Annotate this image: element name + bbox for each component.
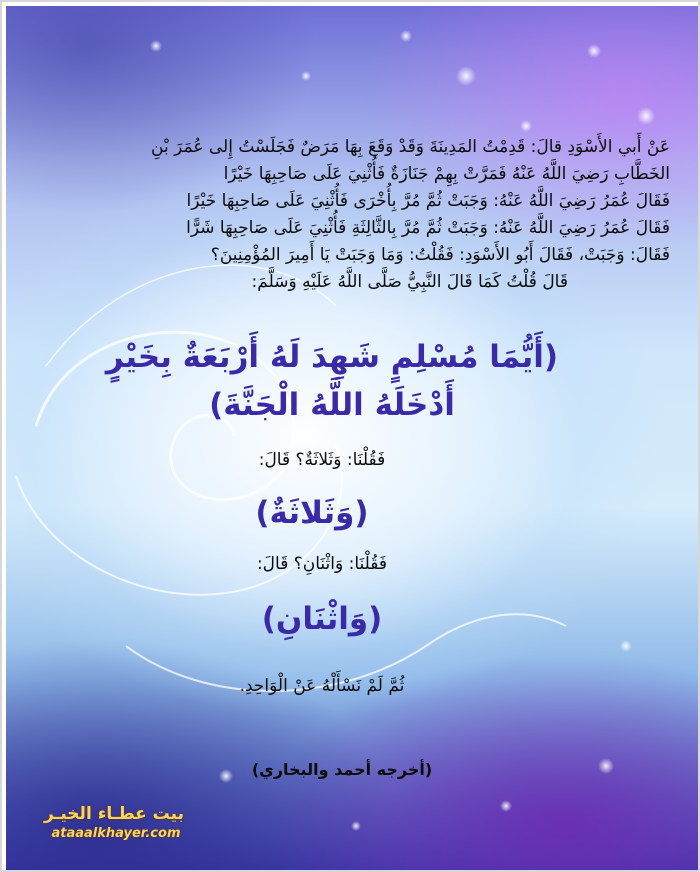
answer-three: (وَثَلاثَةٌ) [255, 495, 369, 531]
hadith-line-4: فَقَالَ عُمَرُ رَضِيَ اللَّهُ عَنْهُ: وَجَبَتْ ثُمَّ مُرَّ بِالثَّالِثَةِ فَأُثْنِيَ عَلَى صَاحِبِهَا شَرًّا [186, 218, 670, 238]
quote-line-2: أَدْخَلَهُ اللَّهُ الْجَنَّةَ) [209, 387, 455, 423]
hadith-source: (أخرجه أحمد والبخاري) [251, 760, 433, 779]
hadith-line-6: قَالَ قُلْتُ كَمَا قَالَ النَّبِيُّ صَلَّى اللَّهُ عَلَيْهِ وَسَلَّمَ: [251, 272, 568, 292]
hadith-line-1: عَنْ أَبي الأَسْوَدِ قالَ: قَدِمْتُ المَدِينَةَ وَقَدْ وَقَعَ بِهَا مَرَضٌ فَجَلَسْتُ إِلى عُمَرَ بْنِ [151, 137, 670, 157]
question-three: فَقُلْنَا: وَثَلاثَةٌ؟ قَالَ: [258, 450, 386, 470]
answer-two: (وَاثْنَانِ) [261, 601, 383, 637]
question-two: فَقُلْنَا: وَاثْنَانِ؟ قَالَ: [256, 554, 388, 574]
background-card [6, 6, 698, 870]
hadith-line-5: فَقَالَ: وَجَبَتْ، فَقَالَ أَبُو الأَسْوَدِ: فَقُلْتُ: وَمَا وَجَبَتْ يَا أَمِيرَ المُؤْمِنِينَ؟ [210, 245, 670, 265]
hadith-line-2: الخَطَّابِ رَضِيَ اللَّهُ عَنْهُ فَمَرَّتْ بِهِمْ جَنَازَةٌ فَأُثْنِيَ عَلَى صَاحِبِهَا خَيْرًا [223, 164, 670, 184]
brand-url: ataaalkhayer.com [51, 826, 181, 841]
closing-line: ثُمَّ لَمْ نَسْأَلْهُ عَنْ الْوَاحِدِ. [239, 676, 405, 696]
quote-line-1: (أَيُّمَا مُسْلِمٍ شَهِدَ لَهُ أَرْبَعَةٌ بِخَيْرٍ [105, 339, 559, 375]
hadith-line-3: فَقَالَ عُمَرُ رَضِيَ اللَّهُ عَنْهُ: وَجَبَتْ ثُمَّ مُرَّ بِأُخْرَى فَأُثْنِيَ عَلَى صَاحِبِهَا خَيْرًا [186, 191, 670, 211]
brand-arabic-logo: بيت عطـاء الخيـر [43, 804, 184, 824]
